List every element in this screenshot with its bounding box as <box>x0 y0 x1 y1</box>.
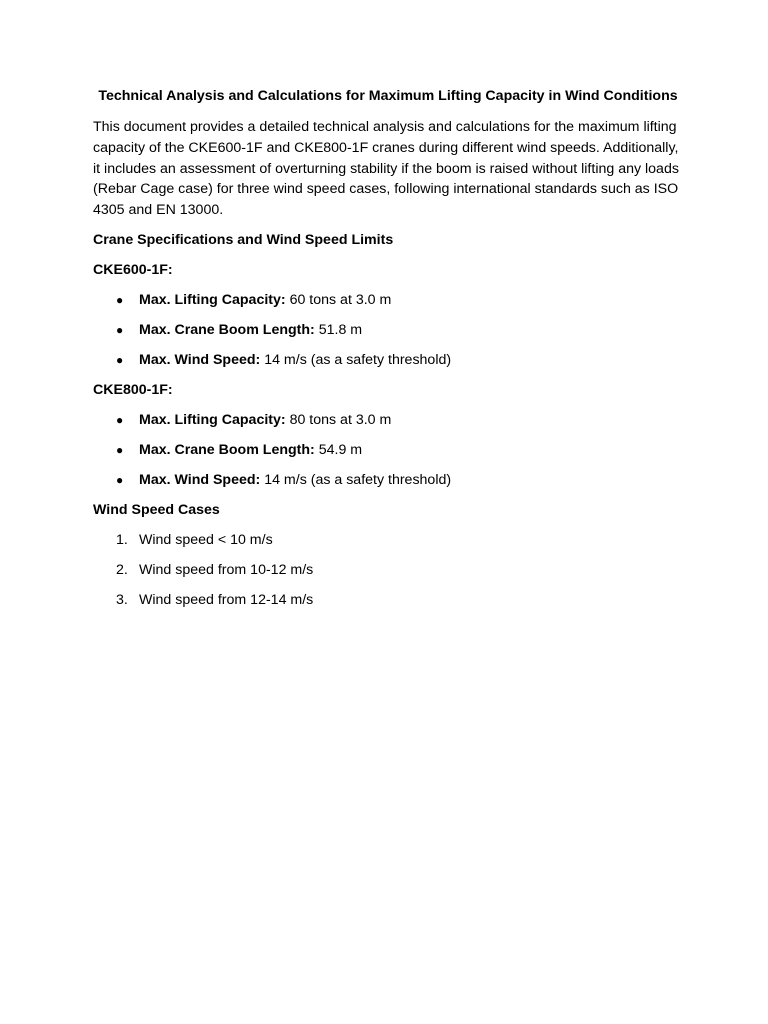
bullet-icon: ● <box>116 472 124 487</box>
wind-cases-list <box>93 530 683 611</box>
list-number: 1. <box>116 531 128 548</box>
wind-case-text: Wind speed < 10 m/s <box>139 531 273 548</box>
spec-value: 14 m/s (as a safety threshold) <box>260 471 452 488</box>
spec-value: 51.8 m <box>314 321 363 338</box>
bullet-icon: ● <box>116 412 124 427</box>
bullet-icon: ● <box>116 292 124 307</box>
spec-value: 60 tons at 3.0 m <box>285 291 392 308</box>
list-item <box>93 320 683 341</box>
document-title: Technical Analysis and Calculations for Maximum Lifting Capacity in Wind Conditions <box>98 88 678 104</box>
bullet-icon: ● <box>116 352 124 367</box>
list-item <box>93 530 683 551</box>
spec-value: 14 m/s (as a safety threshold) <box>260 351 452 368</box>
list-number: 3. <box>116 591 128 608</box>
list-item <box>93 290 683 311</box>
document-page <box>93 86 683 620</box>
crane-name-cke600: CKE600-1F: <box>93 261 173 278</box>
spec-label: Max. Crane Boom Length: <box>139 441 315 458</box>
specs-heading: Crane Specifications and Wind Speed Limits <box>93 231 394 248</box>
spec-label: Max. Wind Speed: <box>139 351 261 368</box>
crane-name-cke800: CKE800-1F: <box>93 381 173 398</box>
list-item <box>93 470 683 491</box>
spec-value: 80 tons at 3.0 m <box>285 411 392 428</box>
intro-paragraph: This document provides a detailed technical analysis and calculations for the maximum lifting capacity of the CKE600-1F and CKE800-1F cranes during different wind speeds. Additionally, it includes an assessment of overturning stability if the boom is raised without lifting any loads (Rebar Cage case) for three wind speed cases, following international standards such as ISO 4305 and EN 13000. <box>93 119 679 219</box>
wind-case-text: Wind speed from 10-12 m/s <box>139 561 314 578</box>
list-item <box>93 410 683 431</box>
spec-label: Max. Wind Speed: <box>139 471 261 488</box>
spec-label: Max. Crane Boom Length: <box>139 321 315 338</box>
list-item <box>93 560 683 581</box>
list-item <box>93 440 683 461</box>
spec-label: Max. Lifting Capacity: <box>139 411 286 428</box>
spec-label: Max. Lifting Capacity: <box>139 291 286 308</box>
crane-spec-list-cke800 <box>93 410 683 491</box>
list-item <box>93 350 683 371</box>
wind-cases-heading: Wind Speed Cases <box>93 501 220 518</box>
crane-spec-list-cke600 <box>93 290 683 371</box>
spec-value: 54.9 m <box>314 441 363 458</box>
bullet-icon: ● <box>116 442 124 457</box>
bullet-icon: ● <box>116 322 124 337</box>
list-item <box>93 590 683 611</box>
wind-case-text: Wind speed from 12-14 m/s <box>139 591 314 608</box>
list-number: 2. <box>116 561 128 578</box>
